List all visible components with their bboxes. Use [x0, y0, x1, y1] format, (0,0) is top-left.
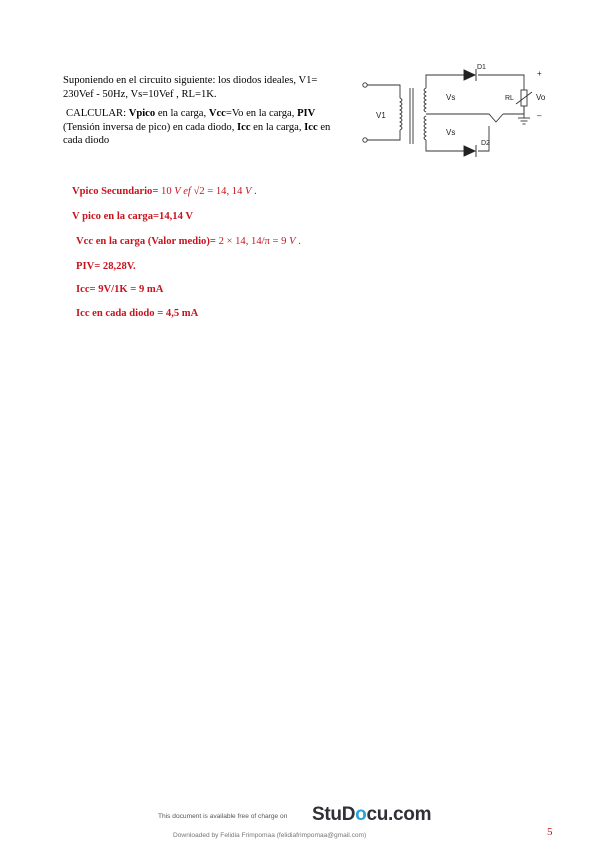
result-formula [161, 186, 257, 197]
result-vpico-secundario [72, 186, 257, 197]
diode-d1 [464, 70, 475, 80]
label-vo: Vo [536, 93, 546, 102]
label-v1: V1 [376, 111, 386, 120]
secondary-coil-bottom [424, 116, 426, 140]
label-plus: + [537, 69, 542, 78]
calc-text: (Tensión inversa de pico) en cada diodo, [63, 121, 237, 133]
secondary-coil-top [424, 88, 426, 112]
problem-statement [63, 74, 348, 154]
label-vs-bottom: Vs [446, 128, 456, 137]
calc-text: en la carga, [155, 108, 209, 120]
calc-text: en cada diodo [63, 121, 331, 147]
rectifier-circuit-diagram [356, 58, 556, 164]
result-icc-diodo: Icc en cada diodo = 4,5 mA [76, 308, 199, 319]
primary-coil [400, 98, 402, 130]
primary-wire-top [367, 85, 400, 98]
wire-d1-to-load [478, 75, 524, 90]
label-d2: D2 [481, 140, 490, 147]
label-d1: D1 [477, 64, 486, 71]
calc-term: Vcc [208, 108, 226, 120]
result-label: Vpico Secundario= [72, 186, 162, 197]
formula-part: V ef [174, 186, 191, 197]
calc-text: en la carga, [250, 121, 305, 133]
formula-part: √2 = 14, 14 [190, 186, 246, 197]
calc-term: Vpico [128, 108, 156, 120]
input-terminal-top [363, 83, 367, 87]
wire-to-d1 [426, 75, 464, 88]
primary-wire-bottom [367, 130, 400, 140]
formula-part: V [245, 186, 252, 197]
problem-intro: Suponiendo en el circuito siguiente: los diodos ideales, V1= 230Vef - 50Hz, Vs=10Vef , RL=1K. [63, 75, 318, 100]
formula-part: 10 [161, 186, 175, 197]
wire-d2-to-node [478, 126, 489, 151]
problem-calculate [63, 107, 348, 148]
result-vpico-carga: V pico en la carga=14,14 V [72, 211, 193, 222]
label-minus: – [537, 111, 542, 120]
label-rl: RL [505, 95, 514, 102]
result-vcc-carga [76, 236, 301, 247]
page-number: 5 [547, 826, 553, 838]
result-label: Vcc en la carga (Valor medio)= [76, 236, 219, 247]
logo-part: o [355, 804, 367, 825]
wire-to-d2 [426, 140, 464, 151]
logo-part: .com [388, 804, 432, 825]
calc-term: PIV [297, 108, 316, 120]
logo-part: cu [366, 804, 389, 825]
result-icc-carga: Icc= 9V/1K = 9 mA [76, 284, 164, 295]
result-piv: PIV= 28,28V. [76, 261, 136, 272]
formula-part: . [251, 186, 257, 197]
formula-part: . [295, 236, 301, 247]
diode-d2 [464, 146, 475, 156]
formula-part: V [289, 236, 296, 247]
footer-downloaded-text: Downloaded by Felidia Frimpomaa (felidiafrimpomaa@gmail.com) [173, 832, 367, 839]
studocu-logo[interactable] [312, 804, 431, 826]
result-formula [219, 236, 301, 247]
load-resistor-adjust [516, 92, 532, 104]
calc-text: =Vo en la carga, [225, 108, 298, 120]
formula-part: 2 × 14, 14/π = 9 [218, 236, 290, 247]
footer-available-text: This document is available free of charge on [158, 813, 288, 820]
logo-part: StuD [312, 804, 356, 825]
wire-load-return [503, 106, 524, 114]
calc-term: Icc [304, 121, 318, 133]
calc-term: Icc [237, 121, 251, 133]
label-vs-top: Vs [446, 93, 456, 102]
calc-prefix: CALCULAR: [66, 108, 129, 120]
input-terminal-bottom [363, 138, 367, 142]
center-tap-wire [426, 114, 503, 122]
